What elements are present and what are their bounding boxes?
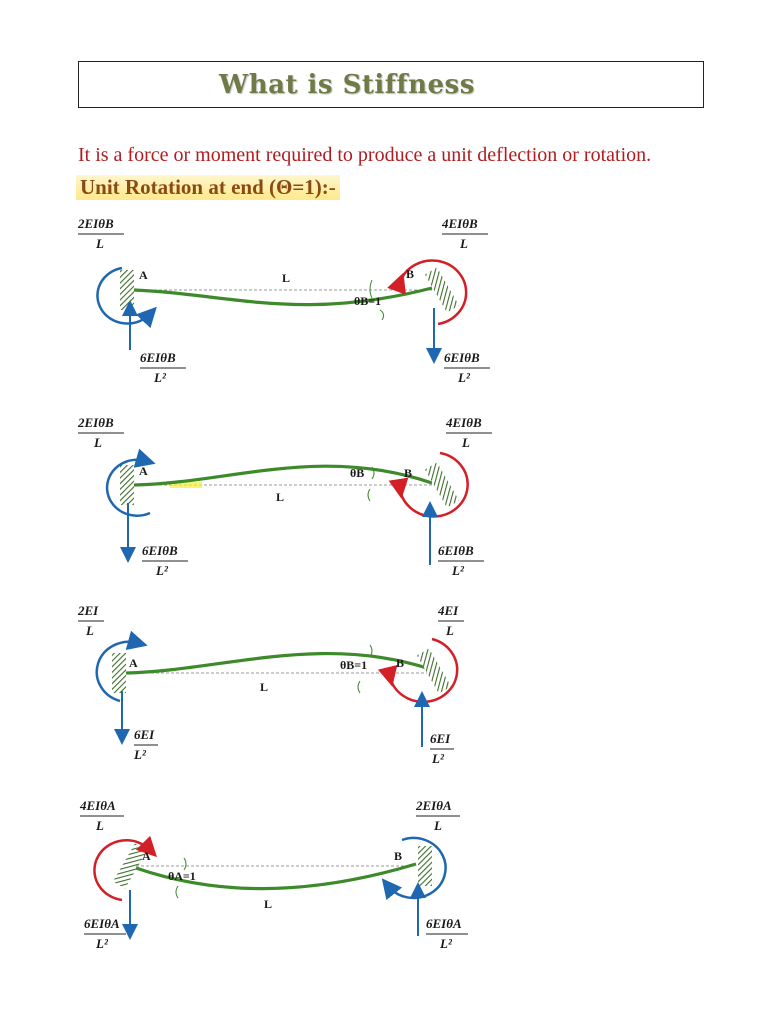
span-label: L bbox=[282, 271, 291, 285]
support-label-a: A bbox=[129, 656, 138, 670]
right-shear-den: L² bbox=[452, 563, 464, 578]
right-moment-den: L bbox=[462, 435, 470, 450]
right-moment-num: 4EI bbox=[438, 603, 459, 618]
deflected-beam bbox=[134, 288, 432, 305]
left-moment-den: L bbox=[96, 818, 104, 833]
fixed-support-b bbox=[417, 648, 451, 693]
fixed-support-a bbox=[120, 465, 134, 505]
deflected-beam bbox=[134, 466, 432, 485]
support-label-a: A bbox=[139, 464, 148, 478]
angle-mark bbox=[358, 681, 360, 693]
diagram-3 bbox=[0, 597, 768, 782]
subheading: Unit Rotation at end (Θ=1):- bbox=[76, 175, 340, 200]
left-shear-num: 6EIθB bbox=[142, 543, 178, 558]
left-shear-den: L² bbox=[154, 370, 166, 385]
right-moment-num: 4EIθB bbox=[446, 415, 482, 430]
right-shear-num: 6EIθB bbox=[444, 350, 480, 365]
span-label: L bbox=[264, 897, 273, 911]
support-label-b: B bbox=[394, 849, 403, 863]
right-shear-num: 6EI bbox=[430, 731, 451, 746]
angle-mark bbox=[176, 886, 178, 898]
diagram-1 bbox=[0, 210, 768, 395]
fixed-support-a bbox=[120, 270, 134, 310]
left-shear-den: L² bbox=[156, 563, 168, 578]
title-box bbox=[78, 61, 704, 108]
angle-mark bbox=[380, 310, 384, 320]
support-label-b: B bbox=[404, 466, 413, 480]
right-moment-num: 2EIθA bbox=[416, 798, 452, 813]
page-title: What is Stiffness bbox=[219, 70, 475, 100]
left-moment-num: 4EIθA bbox=[80, 798, 116, 813]
left-moment-den: L bbox=[86, 623, 94, 638]
fixed-support-a bbox=[112, 653, 126, 693]
right-shear-num: 6EIθB bbox=[438, 543, 474, 558]
rotation-label: θB bbox=[350, 466, 365, 480]
left-shear-den: L² bbox=[96, 936, 108, 951]
span-label: L bbox=[276, 490, 285, 504]
left-shear-num: 6EIθB bbox=[140, 350, 176, 365]
angle-mark bbox=[368, 489, 370, 501]
definition-text: It is a force or moment required to produce a unit deflection or rotation. bbox=[78, 144, 652, 166]
fixed-support-b bbox=[418, 846, 432, 886]
support-label-b: B bbox=[406, 267, 415, 281]
deflected-beam bbox=[126, 654, 430, 673]
rotation-label: θB=1 bbox=[354, 294, 382, 308]
right-moment-den: L bbox=[446, 623, 454, 638]
right-moment-den: L bbox=[460, 236, 468, 251]
support-label-a: A bbox=[139, 268, 148, 282]
right-shear-den: L² bbox=[440, 936, 452, 951]
span-label: L bbox=[260, 680, 269, 694]
left-moment-num: 2EIθB bbox=[78, 216, 114, 231]
left-shear-num: 6EI bbox=[134, 727, 155, 742]
left-moment-den: L bbox=[94, 435, 102, 450]
diagram-4 bbox=[0, 790, 768, 975]
moment-arrow-b bbox=[390, 639, 457, 702]
left-moment-num: 2EIθB bbox=[78, 415, 114, 430]
left-shear-num: 6EIθA bbox=[84, 916, 120, 931]
support-label-a: A bbox=[142, 849, 151, 863]
right-moment-den: L bbox=[434, 818, 442, 833]
right-shear-den: L² bbox=[458, 370, 470, 385]
right-moment-num: 4EIθB bbox=[442, 216, 478, 231]
support-label-b: B bbox=[396, 656, 405, 670]
left-moment-num: 2EI bbox=[78, 603, 99, 618]
rotation-label: θB=1 bbox=[340, 658, 368, 672]
diagram-2 bbox=[0, 405, 768, 590]
left-moment-den: L bbox=[96, 236, 104, 251]
left-shear-den: L² bbox=[134, 747, 146, 762]
rotation-label: θA=1 bbox=[168, 869, 196, 883]
right-shear-num: 6EIθA bbox=[426, 916, 462, 931]
right-shear-den: L² bbox=[432, 751, 444, 766]
